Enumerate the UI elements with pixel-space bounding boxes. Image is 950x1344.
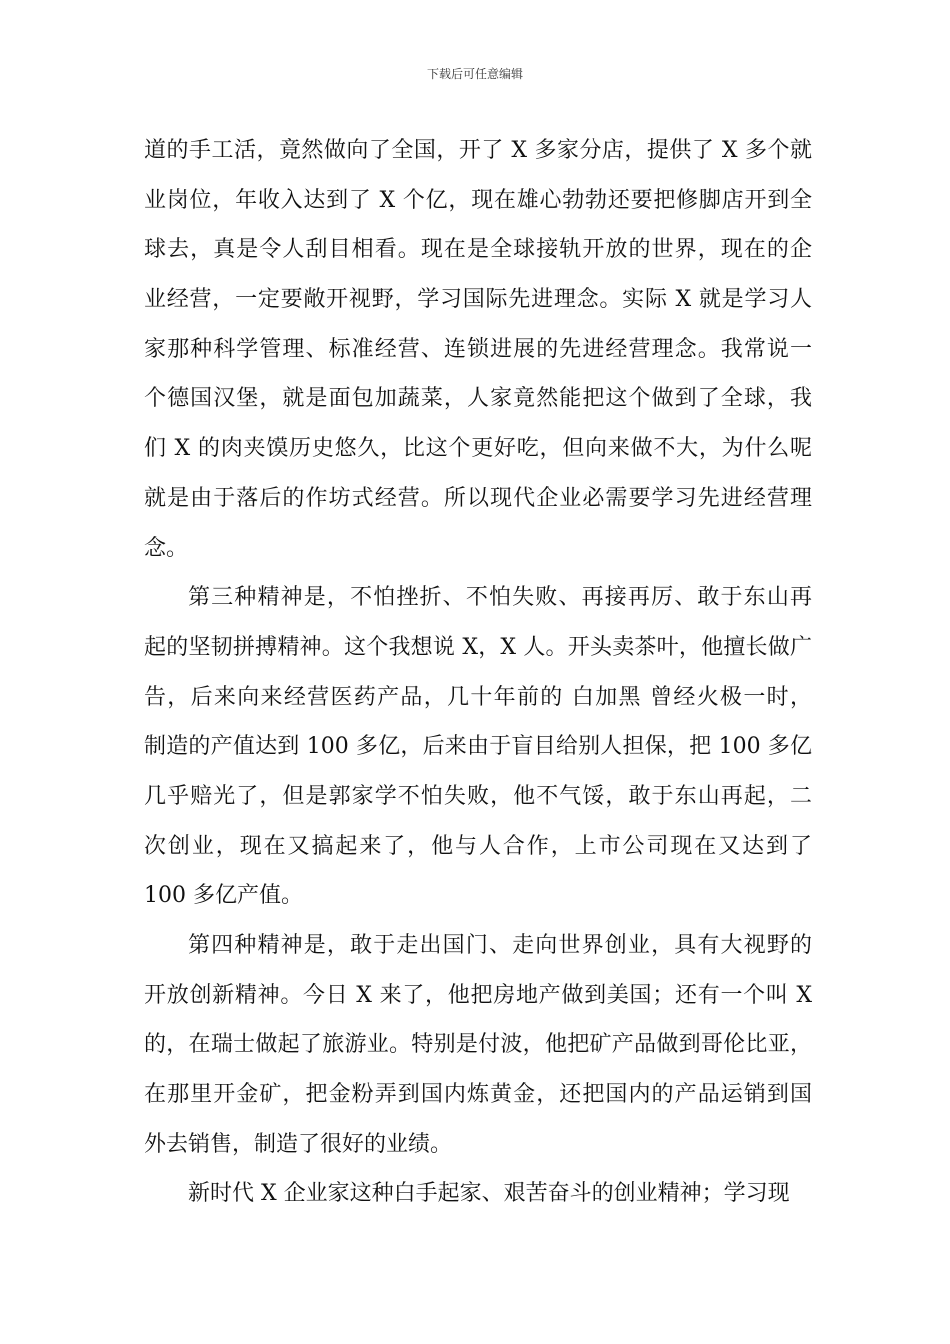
paragraph-3 <box>144 921 812 1169</box>
text-line: 100 多亿产值。 <box>144 883 303 909</box>
text-line: 念。 <box>144 535 189 561</box>
text-line: 的，在瑞士做起了旅游业。特别是付波，他把矿产品做到哥伦比亚， <box>144 1032 812 1058</box>
paragraph-4 <box>144 1169 812 1219</box>
text-line: 几乎赔光了，但是郭家学不怕失败，他不气馁，敢于东山再起，二 <box>144 783 812 809</box>
text-line: 起的坚韧拼搏精神。这个我想说 X，X 人。开头卖茶叶，他擅长做广 <box>144 634 812 660</box>
text-line: 球去，真是令人刮目相看。现在是全球接轨开放的世界，现在的企 <box>144 237 812 263</box>
text-line: 在那里开金矿，把金粉弄到国内炼黄金，还把国内的产品运销到国 <box>144 1082 812 1108</box>
page-header: 下载后可任意编辑 <box>426 67 523 81</box>
document-body <box>144 126 812 1219</box>
text-line: 就是由于落后的作坊式经营。所以现代企业必需要学习先进经营理 <box>144 485 812 511</box>
text-line: 第四种精神是，敢于走出国门、走向世界创业，具有大视野的 <box>188 933 812 958</box>
text-line: 第三种精神是，不怕挫折、不怕失败、再接再厉、敢于东山再 <box>188 585 812 611</box>
text-line: 外去销售，制造了很好的业绩。 <box>144 1131 453 1157</box>
text-line: 家那种科学管理、标准经营、连锁进展的先进经营理念。我常说一 <box>144 336 812 362</box>
text-line: 个德国汉堡，就是面包加蔬菜，人家竟然能把这个做到了全球，我 <box>144 386 812 412</box>
paragraph-1 <box>144 126 812 573</box>
text-line: 业经营，一定要敞开视野，学习国际先进理念。实际 X 就是学习人 <box>144 287 812 313</box>
text-line: 次创业，现在又搞起来了，他与人合作，上市公司现在又达到了 <box>144 833 812 859</box>
text-line: 们 X 的肉夹馍历史悠久，比这个更好吃，但向来做不大，为什么呢 <box>144 436 812 462</box>
text-line: 道的手工活，竟然做向了全国，开了 X 多家分店，提供了 X 多个就 <box>144 138 812 163</box>
text-line: 告，后来向来经营医药产品，几十年前的 白加黑 曾经火极一时， <box>144 684 812 710</box>
text-line: 开放创新精神。今日 X 来了，他把房地产做到美国；还有一个叫 X <box>144 982 812 1008</box>
text-line: 业岗位，年收入达到了 X 个亿，现在雄心勃勃还要把修脚店开到全 <box>144 187 812 213</box>
text-line: 制造的产值达到 100 多亿，后来由于盲目给别人担保，把 100 多亿 <box>144 734 812 760</box>
text-line: 新时代 X 企业家这种白手起家、艰苦奋斗的创业精神；学习现 <box>188 1181 790 1207</box>
paragraph-2 <box>144 573 812 921</box>
